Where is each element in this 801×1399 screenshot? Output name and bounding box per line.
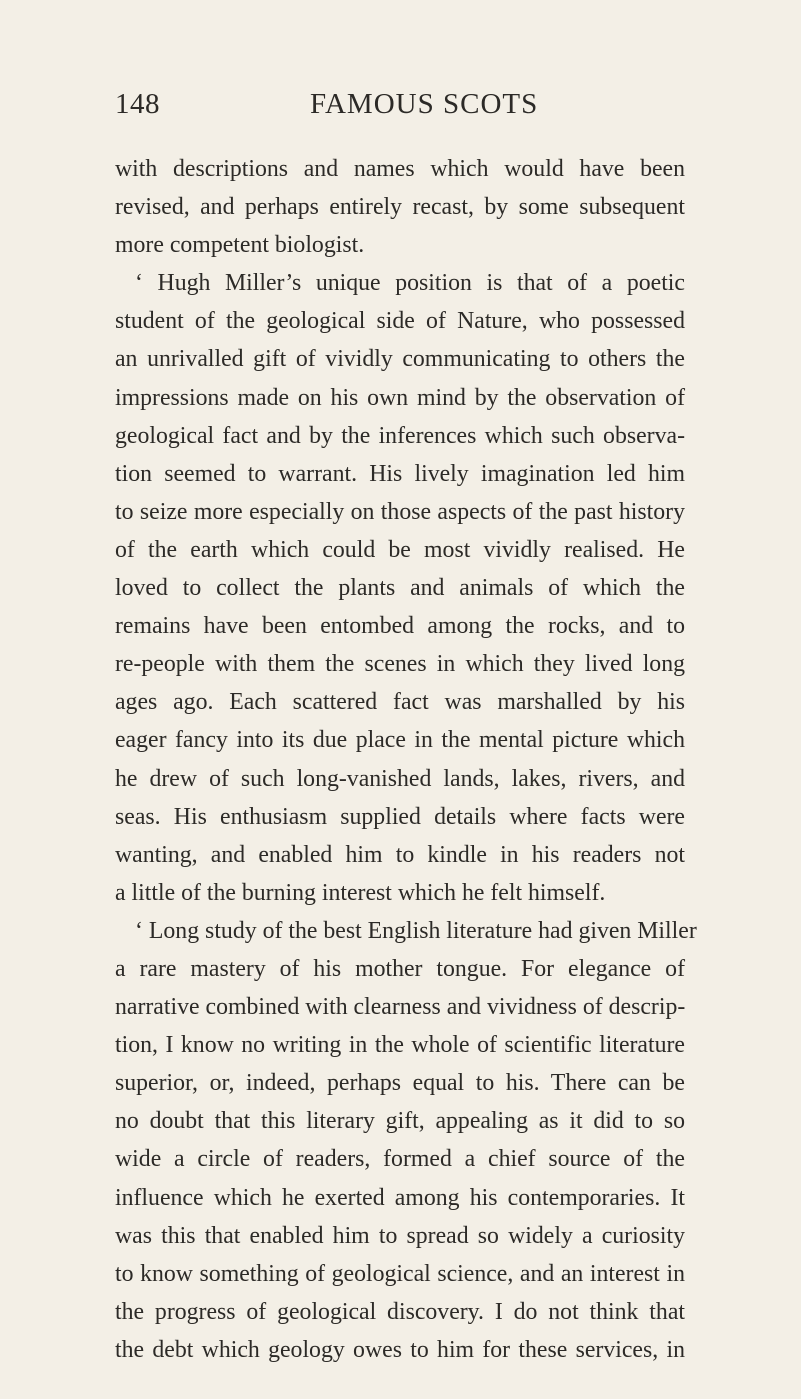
text-line: seas. His enthusiasm supplied details where facts were [115,803,685,830]
text-line: a rare mastery of his mother tongue. For elegance of [115,955,685,982]
text-line: an unrivalled gift of vividly communicating to others the [115,346,685,373]
text-line: ‘ Hugh Miller’s unique position is that of a poetic [135,270,685,297]
text-line: remains have been entombed among the rocks, and to [115,613,685,640]
text-line: of the earth which could be most vividly realised. He [115,536,685,563]
text-line: was this that enabled him to spread so widely a curiosity [115,1222,685,1249]
text-line: revised, and perhaps entirely recast, by some subsequent [115,194,685,221]
text-line: the progress of geological discovery. I do not think that [115,1298,685,1325]
text-line: influence which he exerted among his contemporaries. It [115,1184,685,1211]
text-line: loved to collect the plants and animals of which the [115,575,685,602]
text-line: re-people with them the scenes in which they lived long [115,651,685,678]
text-line: eager fancy into its due place in the mental picture which [115,727,685,754]
text-line: he drew of such long-vanished lands, lakes, rivers, and [115,765,685,792]
page-number: 148 [115,88,160,120]
text-line: with descriptions and names which would have been [115,156,685,182]
text-line: ages ago. Each scattered fact was marshalled by his [115,689,685,716]
text-line: tion, I know no writing in the whole of scientific literature [115,1032,685,1059]
page-header [115,88,685,128]
text-line: wide a circle of readers, formed a chief source of the [115,1146,685,1173]
text-line: tion seemed to warrant. His lively imagination led him [115,460,685,487]
text-line: a little of the burning interest which he felt himself. [115,879,606,906]
text-line: wanting, and enabled him to kindle in his readers not [115,841,685,868]
text-line: superior, or, indeed, perhaps equal to his. There can be [115,1070,685,1097]
text-line: to seize more especially on those aspects of the past history [115,498,685,525]
running-head: FAMOUS SCOTS [310,88,539,120]
text-line: to know something of geological science, and an interest in [115,1260,685,1287]
body-text [115,150,697,1369]
text-line: ‘ Long study of the best English literature had given Miller [135,917,697,944]
text-line: no doubt that this literary gift, appealing as it did to so [115,1108,685,1135]
text-line: more competent biologist. [115,232,365,259]
text-line: student of the geological side of Nature, who possessed [115,308,685,335]
text-line: the debt which geology owes to him for these services, in [115,1336,685,1363]
text-line: impressions made on his own mind by the observation of [115,384,685,411]
text-line: geological fact and by the inferences which such observa- [115,422,685,449]
text-line: narrative combined with clearness and vividness of descrip- [115,994,686,1021]
